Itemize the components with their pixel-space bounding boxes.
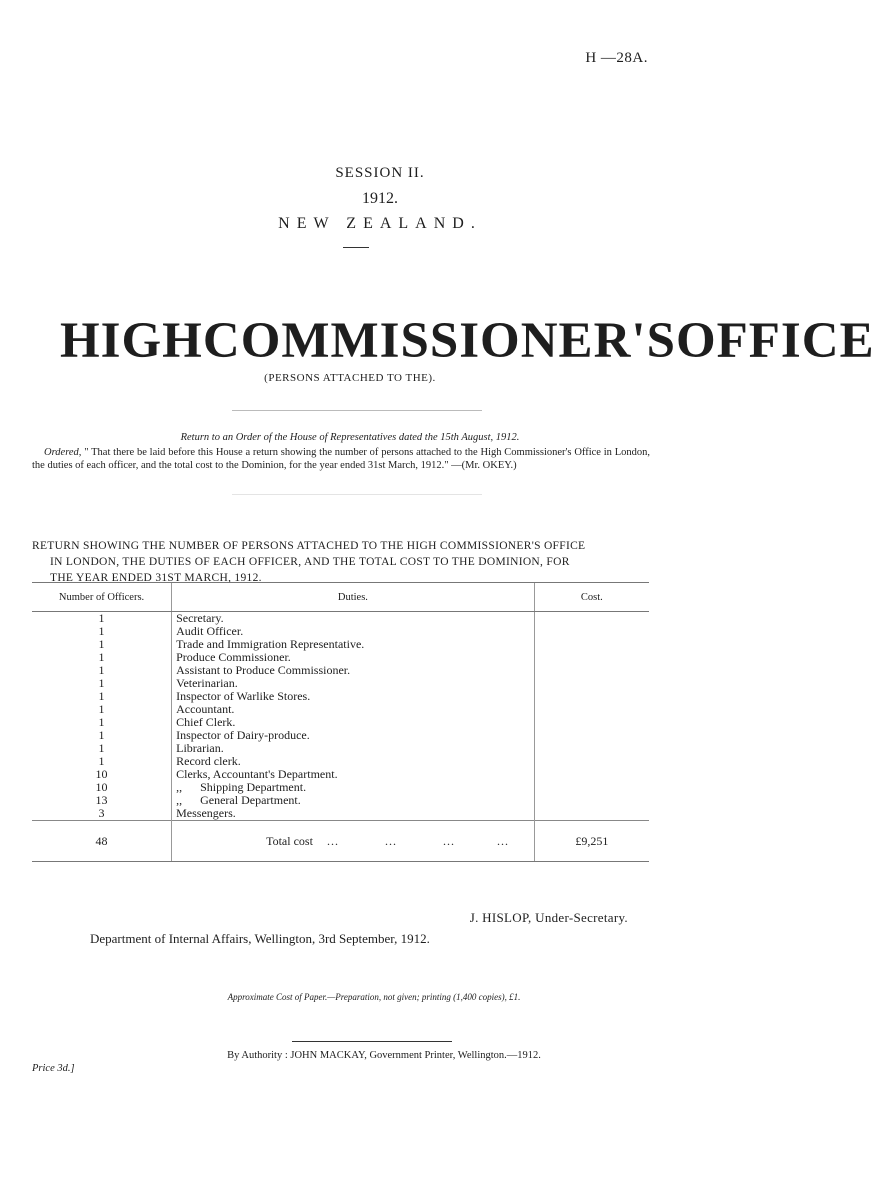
duty-item: Secretary.	[176, 611, 224, 625]
duty-item: Trade and Immigration Representative.	[176, 637, 365, 651]
leader-dots: ...	[442, 833, 455, 848]
officers-table	[32, 582, 649, 862]
duty-item: Produce Commissioner.	[176, 650, 291, 664]
duty-item: Inspector of Dairy-produce.	[176, 728, 310, 742]
ordered-text: " That there be laid before this House a return showing the number of persons attached to the High Commissioner's Office in London, the duties of each officer, and the total cost to the Dominion, for the year ended 31st March, 1912." —(Mr. OKEY.)	[32, 447, 651, 471]
session-label: SESSION II.	[335, 165, 425, 181]
ordered-label: Ordered,	[44, 447, 82, 458]
department-line: Department of Internal Affairs, Wellington, 3rd September, 1912.	[90, 931, 430, 946]
officer-count: 13	[95, 793, 108, 807]
duty-item: Veterinarian.	[176, 676, 238, 690]
duty-item: Chief Clerk.	[176, 715, 236, 729]
duty-item: Accountant.	[176, 702, 235, 716]
title-word-1: HIGH	[60, 313, 203, 369]
header-number-of-officers: Number of Officers.	[32, 583, 172, 612]
heading-line: IN LONDON, THE DUTIES OF EACH OFFICER, AND THE TOTAL COST TO THE DOMINION, FOR	[50, 556, 570, 568]
officer-count: 1	[98, 728, 105, 742]
duties-list	[172, 612, 534, 820]
divider	[232, 410, 482, 411]
duties-cell	[172, 612, 535, 821]
duty-item: Inspector of Warlike Stores.	[176, 689, 311, 703]
table-row	[32, 612, 649, 821]
header-duties: Duties.	[172, 583, 535, 612]
officer-count: 1	[98, 702, 105, 716]
signature: J. HISLOP, Under-Secretary.	[469, 910, 628, 925]
ordered-paragraph	[32, 447, 650, 472]
officer-count: 1	[98, 637, 105, 651]
total-label-cell	[172, 821, 535, 862]
officer-count: 1	[98, 611, 105, 625]
table-header-row	[32, 583, 649, 612]
officer-count: 1	[98, 650, 105, 664]
officer-count: 1	[98, 689, 105, 703]
officer-count: 1	[98, 741, 105, 755]
officer-count: 1	[98, 715, 105, 729]
duty-item: Messengers.	[176, 806, 236, 820]
year-label: 1912.	[362, 190, 398, 207]
heading-line: THE YEAR ENDED 31ST MARCH, 1912.	[50, 572, 262, 584]
duty-item: Librarian.	[176, 741, 224, 755]
country-label: NEW ZEALAND.	[278, 215, 482, 232]
page-subtitle: (PERSONS ATTACHED TO THE).	[264, 372, 436, 384]
paper-code: H —28A.	[585, 50, 648, 66]
title-word-2: COMMISSIONER'S	[202, 313, 676, 369]
divider	[292, 1041, 452, 1042]
price-label: Price 3d.]	[32, 1063, 75, 1074]
approximate-cost: Approximate Cost of Paper.—Preparation, not given; printing (1,400 copies), £1.	[227, 992, 521, 1002]
officer-count: 3	[98, 806, 105, 820]
officer-count: 1	[98, 624, 105, 638]
officer-count: 1	[98, 663, 105, 677]
authority-line: By Authority : JOHN MACKAY, Government Printer, Wellington.—1912.	[227, 1050, 541, 1061]
page-title	[60, 313, 875, 369]
duty-item: Assistant to Produce Commissioner.	[176, 663, 351, 677]
divider	[232, 494, 482, 495]
officer-count: 10	[95, 780, 108, 794]
total-number: 48	[32, 821, 172, 862]
leader-dots: ...	[384, 833, 397, 848]
leader-dots: ...	[326, 833, 339, 848]
title-word-3: OFFICE	[675, 313, 875, 369]
cost-cell	[534, 612, 649, 821]
duty-item: Clerks, Accountant's Department.	[176, 767, 338, 781]
header-cost: Cost.	[534, 583, 649, 612]
officer-count: 1	[98, 754, 105, 768]
duty-item: ,, General Department.	[176, 793, 301, 807]
officer-count: 1	[98, 676, 105, 690]
return-heading	[32, 538, 648, 586]
duty-item: Audit Officer.	[176, 624, 244, 638]
total-row	[32, 821, 649, 862]
return-order-line: Return to an Order of the House of Representatives dated the 15th August, 1912.	[180, 432, 520, 443]
total-cost: £9,251	[534, 821, 649, 862]
numbers-cell	[32, 612, 172, 821]
total-label: Total cost	[266, 833, 313, 848]
duty-item: Record clerk.	[176, 754, 241, 768]
heading-line: RETURN SHOWING THE NUMBER OF PERSONS ATTACHED TO THE HIGH COMMISSIONER'S OFFICE	[32, 540, 586, 552]
divider	[343, 247, 369, 248]
duty-item: ,, Shipping Department.	[176, 780, 307, 794]
numbers-list	[32, 612, 171, 820]
leader-dots: ...	[496, 833, 509, 848]
officer-count: 10	[95, 767, 108, 781]
